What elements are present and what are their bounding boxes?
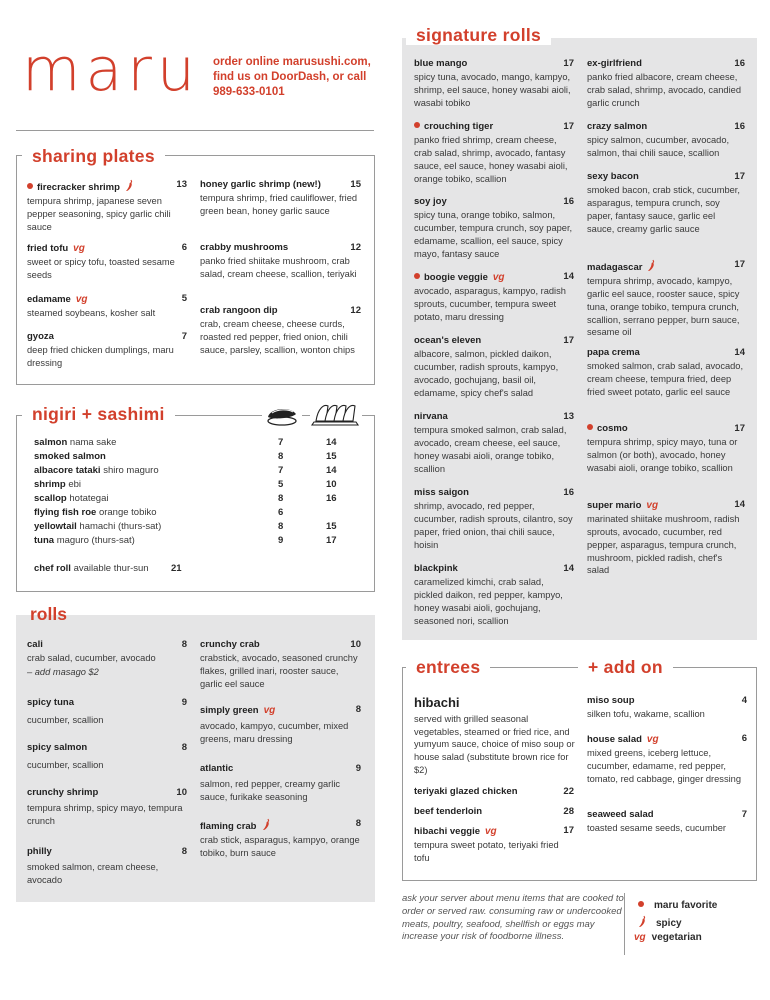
item-price: 17	[734, 259, 745, 270]
item-description: steamed soybeans, kosher salt	[27, 308, 156, 319]
nigiri-price: 7	[278, 465, 284, 476]
item-name: spicy salmon	[27, 742, 88, 753]
item-description: salmon, red pepper, creamy garlic sauce, furikake seasoning	[200, 779, 341, 803]
item-name: philly	[27, 846, 52, 857]
menu-item	[200, 704, 361, 746]
contact-info	[213, 55, 371, 101]
vegetarian-badge: vg	[646, 500, 659, 511]
menu-item	[587, 171, 745, 235]
item-name: seaweed salad	[587, 809, 654, 820]
menu-item	[27, 179, 187, 234]
item-name: madagascar	[587, 262, 643, 273]
item-description: deep fried chicken dumplings, maru dressing	[27, 345, 174, 369]
item-name: ex-girlfriend	[587, 58, 642, 69]
chili-pepper-icon	[262, 818, 271, 831]
item-description: marinated shiitake mushroom, radish sprouts, avocado, cucumber, red pepper, asparagus, tempura crunch, mushroom, pickled radish, chef's salad	[587, 514, 740, 576]
item-name: sexy bacon	[587, 171, 639, 182]
footer-divider	[624, 893, 625, 955]
item-price: 16	[563, 196, 574, 207]
menu-item	[27, 742, 187, 772]
item-name: crunchy shrimp	[27, 787, 99, 798]
item-description: smoked salmon, cream cheese, avocado	[27, 862, 159, 886]
nigiri-row	[34, 535, 344, 548]
fish-name: yellowtail	[34, 521, 77, 532]
nigiri-price: 9	[278, 535, 284, 546]
item-price: 17	[563, 825, 574, 836]
item-price: 5	[181, 293, 187, 304]
contact-line-2: find us on DoorDash, or call	[213, 71, 367, 84]
nigiri-row	[34, 451, 344, 464]
item-description: shrimp, avocado, red pepper, cucumber, radish sprouts, cilantro, soy paper, fried onion, thai chili sauce, hoisin	[414, 501, 573, 550]
vegetarian-badge: vg	[485, 826, 497, 837]
legend-spicy	[638, 915, 682, 930]
item-name: blue mango	[414, 58, 468, 69]
item-price: 14	[734, 347, 745, 358]
item-price: 16	[734, 121, 745, 132]
item-description: sweet or spicy tofu, toasted sesame seeds	[27, 257, 175, 281]
menu-item	[27, 787, 187, 828]
fish-name: shrimp	[34, 479, 66, 490]
item-description: crab stick, asparagus, kampyo, orange tobiko, burn sauce	[200, 835, 360, 859]
sashimi-price: 17	[326, 535, 337, 546]
item-name: simply green	[200, 705, 259, 716]
menu-item	[200, 639, 361, 691]
item-description: albacore, salmon, pickled daikon, cucumber, radish sprouts, kampyo, avocado, gochujang, basil oil, edamame, spicy chef's salad	[414, 349, 559, 398]
menu-item	[200, 818, 361, 860]
favorite-dot-icon	[414, 273, 420, 279]
item-addon-note: – add masago $2	[27, 667, 99, 678]
vegetarian-badge: vg	[634, 932, 646, 943]
item-description: panko fried shiitake mushroom, crab salad, cream cheese, scallion, teriyaki	[200, 256, 357, 280]
item-price: 8	[355, 704, 361, 715]
menu-item	[414, 335, 574, 399]
chili-pepper-icon	[125, 179, 134, 192]
item-name: beef tenderloin	[414, 806, 483, 817]
nigiri-icon	[262, 400, 302, 428]
item-price: 16	[734, 58, 745, 69]
item-description: silken tofu, wakame, scallion	[587, 709, 705, 720]
add-on-title: + add on	[578, 659, 673, 677]
fish-japanese-name: shiro maguro	[103, 465, 159, 476]
menu-item	[414, 487, 574, 551]
nigiri-row	[34, 479, 344, 492]
nigiri-row	[34, 493, 344, 506]
item-name: miso soup	[587, 695, 635, 706]
menu-item	[200, 242, 361, 281]
vegetarian-badge: vg	[73, 243, 85, 254]
item-name: crazy salmon	[587, 121, 648, 132]
menu-item	[587, 259, 745, 339]
item-name: fried tofu	[27, 243, 69, 254]
fish-name: smoked salmon	[34, 451, 106, 462]
menu-item	[414, 563, 574, 627]
item-name: gyoza	[27, 331, 54, 342]
item-description: tempura smoked salmon, crab salad, avocado, cream cheese, eel sauce, honey wasabi aioli, orange tobiko, scallion	[414, 425, 567, 474]
menu-item	[27, 846, 187, 887]
item-price: 17	[563, 58, 574, 69]
nigiri-price: 8	[278, 451, 284, 462]
menu-item	[200, 763, 361, 804]
item-price: 16	[563, 487, 574, 498]
chef-roll-row	[34, 563, 344, 576]
item-name: nirvana	[414, 411, 448, 422]
item-description: cucumber, scallion	[27, 715, 104, 726]
entrees-title: entrees	[406, 659, 490, 677]
item-description: smoked salmon, crab salad, avocado, cream cheese, tempura fried, deep fried sweet potato, garlic eel sauce	[587, 361, 744, 397]
nigiri-price: 6	[278, 507, 284, 518]
fish-japanese-name: ebi	[68, 479, 82, 490]
item-price: 8	[181, 742, 187, 753]
menu-item	[587, 809, 747, 835]
item-price: 12	[350, 242, 361, 253]
contact-line-1: order online marusushi.com,	[213, 56, 371, 68]
favorite-dot-icon	[587, 424, 593, 430]
nigiri-price: 7	[278, 437, 284, 448]
item-price: 17	[563, 335, 574, 346]
favorite-dot-icon	[414, 122, 420, 128]
item-name: crunchy crab	[200, 639, 260, 650]
fish-name: tuna	[34, 535, 55, 546]
menu-item	[414, 786, 574, 798]
item-name: soy joy	[414, 196, 447, 207]
chili-pepper-icon	[638, 915, 647, 928]
fish-japanese-name: orange tobiko	[98, 507, 157, 518]
vegetarian-badge: vg	[263, 705, 276, 716]
menu-item	[587, 733, 747, 786]
chef-roll-availability: available thur-sun	[73, 563, 149, 574]
item-description: cucumber, scallion	[27, 760, 104, 771]
item-price: 12	[350, 305, 361, 316]
menu-item	[414, 121, 574, 185]
item-price: 8	[181, 639, 187, 650]
chili-pepper-icon	[647, 259, 656, 272]
fish-name: salmon	[34, 437, 68, 448]
item-price: 14	[563, 271, 574, 282]
sashimi-price: 15	[326, 521, 337, 532]
sharing-plates-title: sharing plates	[22, 148, 165, 166]
item-description: tempura shrimp, fried cauliflower, fried green bean, honey garlic sauce	[200, 193, 358, 217]
item-name: edamame	[27, 294, 71, 305]
item-description: crab, cream cheese, cheese curds, roasted red pepper, fried onion, chili sauce, parsley, scallion, wonton chips	[200, 319, 355, 355]
nigiri-sashimi-title: nigiri + sashimi	[22, 406, 175, 424]
item-price: 9	[181, 697, 187, 708]
menu-item	[587, 695, 747, 721]
item-name: papa crema	[587, 347, 640, 358]
chef-roll-price: 21	[171, 563, 182, 574]
fish-japanese-name: hamachi (thurs-sat)	[79, 521, 162, 532]
item-description: toasted sesame seeds, cucumber	[587, 823, 727, 834]
menu-item	[414, 806, 574, 818]
raw-food-notice: ask your server about menu items that are cooked to order or served raw. consuming raw or undercooked meats, poultry, seafood, shellfish or eggs may increase your risk of foodborne illness.	[402, 893, 624, 943]
item-price: 9	[355, 763, 361, 774]
item-price: 8	[355, 818, 361, 829]
item-name: crab rangoon dip	[200, 305, 278, 316]
vegetarian-badge: vg	[646, 734, 659, 745]
fish-name: flying fish roe	[34, 507, 97, 518]
item-description: tempura shrimp, spicy mayo, tuna or salmon (or both), avocado, honey wasabi aioli, orange tobiko, scallion	[587, 437, 738, 473]
menu-item	[414, 271, 574, 324]
item-description: panko fried shrimp, cream cheese, crab salad, shrimp, avocado, fantasy sauce, eel sauce, honey wasabi aioli, orange tobiko, scallion	[414, 135, 568, 184]
maru-logo: maru	[22, 35, 200, 105]
item-price: 17	[734, 171, 745, 182]
item-name: atlantic	[200, 763, 234, 774]
item-price: 8	[181, 846, 187, 857]
item-name: teriyaki glazed chicken	[414, 786, 518, 797]
item-description: spicy salmon, cucumber, avocado, salmon, thai chili sauce, scallion	[587, 135, 730, 159]
item-description: mixed greens, iceberg lettuce, cucumber, edamame, red pepper, tomato, red cabbage, ginger dressing	[587, 748, 742, 784]
nigiri-price: 5	[278, 479, 284, 490]
favorite-dot-icon	[27, 183, 33, 189]
contact-phone: 989-633-0101	[213, 86, 285, 99]
vegetarian-badge: vg	[492, 272, 505, 283]
item-price: 10	[350, 639, 361, 650]
menu-item	[587, 58, 745, 110]
menu-item	[587, 499, 745, 577]
item-price: 14	[734, 499, 745, 510]
item-price: 17	[734, 423, 745, 434]
fish-japanese-name: maguro (thurs-sat)	[56, 535, 135, 546]
menu-item	[27, 331, 187, 370]
legend-spicy-label: spicy	[656, 918, 682, 929]
sashimi-price: 14	[326, 465, 337, 476]
item-name: miss saigon	[414, 487, 469, 498]
item-description: spicy tuna, avocado, mango, kampyo, shrimp, eel sauce, honey wasabi aioli, wasabi tobiko	[414, 72, 571, 108]
item-price: 13	[176, 179, 187, 190]
item-name: boogie veggie	[424, 272, 488, 283]
item-name: hibachi veggie	[414, 826, 480, 837]
item-description: avocado, kampyo, cucumber, mixed greens, maru dressing	[200, 721, 349, 745]
item-description: smoked bacon, crab stick, cucumber, asparagus, tempura crunch, soy paper, fantasy sauce, garlic eel sauce, creamy garlic sauce	[587, 185, 740, 234]
menu-item	[414, 825, 574, 865]
menu-item	[200, 179, 361, 218]
nigiri-price: 8	[278, 493, 284, 504]
item-description: caramelized kimchi, crab salad, pickled daikon, red pepper, kampyo, honey wasabi aioli, gochujang, seasoned nori, scallion	[414, 577, 563, 626]
item-price: 17	[563, 121, 574, 132]
sashimi-price: 14	[326, 437, 337, 448]
item-name: cosmo	[597, 423, 628, 434]
menu-item	[587, 423, 745, 475]
favorite-dot-icon	[638, 901, 644, 907]
fish-name: albacore tataki	[34, 465, 101, 476]
item-price: 6	[741, 733, 747, 744]
item-price: 7	[741, 809, 747, 820]
hibachi-title: hibachi	[414, 695, 460, 710]
menu-item	[414, 58, 574, 110]
menu-item	[200, 305, 361, 357]
fish-japanese-name: nama sake	[69, 437, 117, 448]
item-price: 6	[181, 242, 187, 253]
menu-item	[27, 697, 187, 727]
item-price: 13	[563, 411, 574, 422]
item-price: 15	[350, 179, 361, 190]
chef-roll-name: chef roll	[34, 563, 71, 574]
menu-item	[414, 196, 574, 260]
item-description: tempura shrimp, spicy mayo, tempura crunch	[27, 803, 183, 827]
fish-name: scallop	[34, 493, 67, 504]
menu-item	[27, 242, 187, 282]
menu-item	[587, 121, 745, 160]
hibachi-description: served with grilled seasonal vegetables, steamed or fried rice, and yumyum sauce, choice of miso soup or house salad (substitute brown rice for $2)	[414, 714, 575, 775]
menu-item	[587, 347, 745, 399]
menu-item	[27, 293, 187, 320]
nigiri-price: 8	[278, 521, 284, 532]
nigiri-row	[34, 507, 344, 520]
legend-vegetarian-label: vegetarian	[651, 932, 702, 943]
item-name: spicy tuna	[27, 697, 74, 708]
item-price: 22	[563, 786, 574, 797]
vegetarian-badge: vg	[75, 294, 88, 305]
item-price: 7	[181, 331, 187, 342]
item-name: crabby mushrooms	[200, 242, 289, 253]
item-price: 10	[176, 787, 187, 798]
item-price: 28	[563, 806, 574, 817]
item-description: spicy tuna, orange tobiko, salmon, cucumber, tempura crunch, soy paper, edamame, scallion, eel sauce, spicy mayo, fantasy sauce	[414, 210, 573, 259]
item-name: cali	[27, 639, 43, 650]
fish-japanese-name: hotategai	[69, 493, 109, 504]
item-description: tempura sweet potato, teriyaki fried tofu	[414, 840, 559, 864]
item-name: flaming crab	[200, 821, 257, 832]
legend-vegetarian	[634, 931, 702, 944]
item-price: 14	[563, 563, 574, 574]
header-divider	[16, 130, 374, 131]
signature-rolls-title: signature rolls	[406, 27, 551, 45]
item-price: 4	[741, 695, 747, 706]
rolls-title: rolls	[30, 604, 67, 624]
sashimi-icon	[310, 398, 362, 428]
sashimi-price: 10	[326, 479, 337, 490]
nigiri-row	[34, 465, 344, 478]
menu-item	[27, 639, 187, 679]
item-name: super mario	[587, 500, 642, 511]
item-description: tempura shrimp, japanese seven pepper seasoning, spicy garlic chili sauce	[27, 196, 171, 232]
item-description: tempura shrimp, avocado, kampyo, garlic eel sauce, rooster sauce, spicy tuna, orange tobiko, tempura crunch, scallion, serrano pepper, burn sauce, sesame oil	[587, 276, 740, 338]
legend-favorite	[638, 899, 717, 912]
sashimi-price: 16	[326, 493, 337, 504]
item-description: crab salad, cucumber, avocado	[27, 653, 156, 664]
sashimi-price: 15	[326, 451, 337, 462]
item-name: crouching tiger	[424, 121, 494, 132]
legend-favorite-label: maru favorite	[654, 900, 718, 911]
menu-item	[414, 411, 574, 475]
item-name: house salad	[587, 734, 642, 745]
item-name: blackpink	[414, 563, 458, 574]
nigiri-row	[34, 437, 344, 450]
item-name: ocean's eleven	[414, 335, 482, 346]
item-name: honey garlic shrimp (new!)	[200, 179, 321, 190]
nigiri-row	[34, 521, 344, 534]
item-description: panko fried albacore, cream cheese, crab salad, shrimp, avocado, candied garlic crunch	[587, 72, 742, 108]
item-description: avocado, asparagus, kampyo, radish sprouts, cucumber, tempura sweet potato, maru dressing	[414, 286, 566, 322]
item-name: firecracker shrimp	[37, 182, 120, 193]
item-description: crabstick, avocado, seasoned crunchy flakes, grilled inari, rooster sauce, garlic eel sauce	[200, 653, 358, 689]
